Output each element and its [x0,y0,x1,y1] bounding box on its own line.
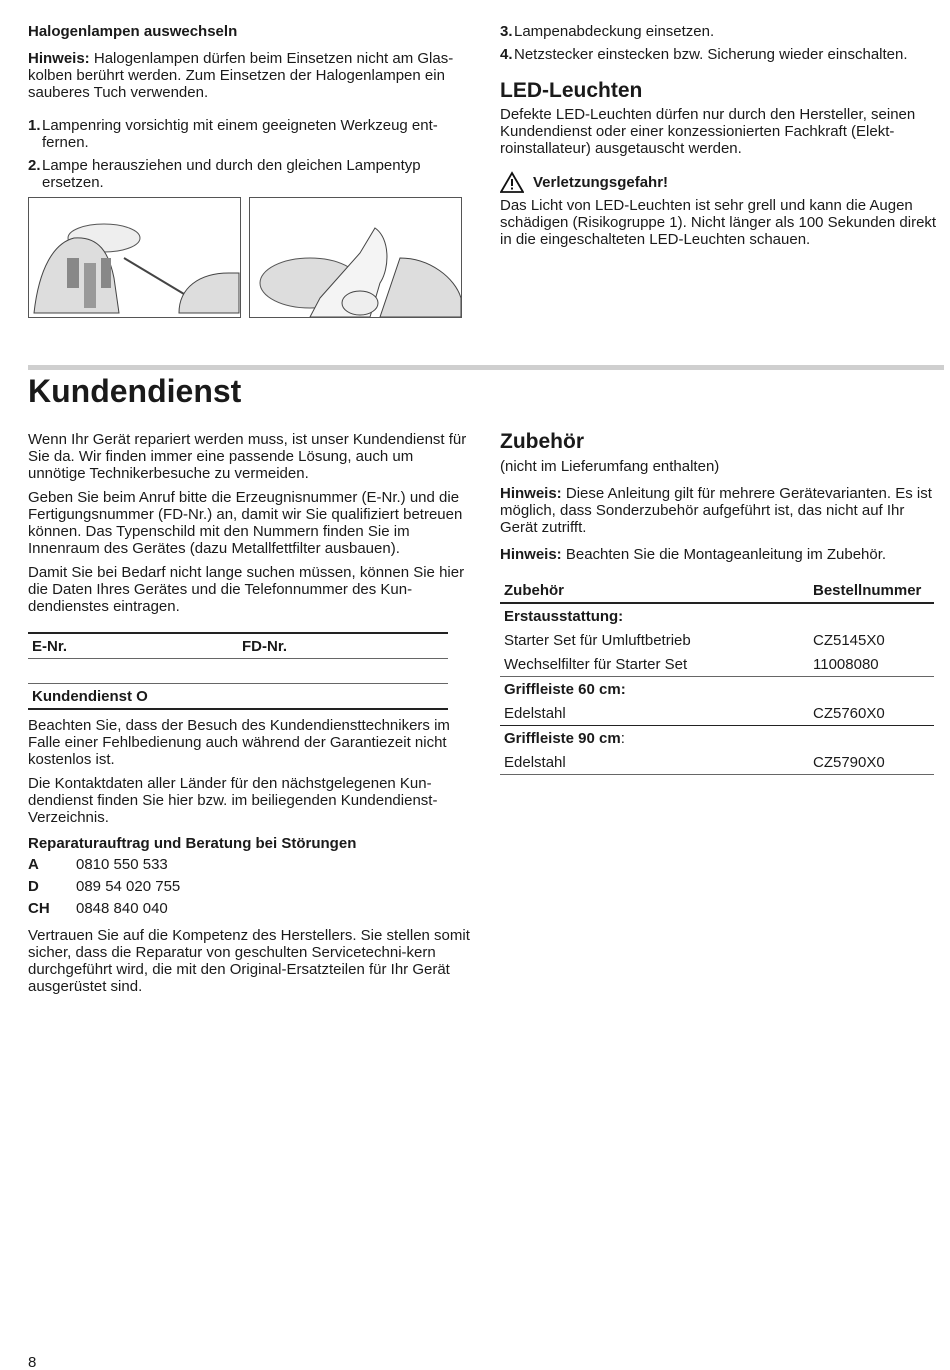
step-1 [28,117,473,151]
device-data-input-row[interactable] [28,659,448,684]
halogen-section [28,23,473,197]
group-colon: : [620,729,625,747]
device-data-form [28,632,448,710]
table-row [500,628,934,652]
warning [500,171,942,193]
section-divider [28,365,944,370]
repair-heading: Reparaturauftrag und Beratung bei Störungen [28,835,357,852]
item-name: Edelstahl [504,753,566,771]
step-number: 2. [28,157,41,174]
phone-row [28,856,473,873]
step-number: 4. [500,46,513,63]
step-2 [28,157,473,191]
zubehoer-subtitle: (nicht im Lieferumfang enthalten) [500,458,720,475]
kd-para-3: Damit Sie bei Bedarf nicht lange suchen müssen, können Sie hier die Daten Ihres Gerätes und die Telefonnummer des Kun-dendienstes eintragen. [28,564,465,615]
kd-para-6: Vertrauen Sie auf die Kompetenz des Herstellers. Sie stellen somit sicher, dass die Reparatur von geschulten Servicetechni-kern durchgeführt wird, die mit den Original-Ersatzteilen für Ihr Gerät ausgerüstet sind. [28,927,470,995]
warning-triangle-icon [500,171,524,193]
country-code: A [28,856,39,873]
step-4 [500,46,942,63]
item-name: Starter Set für Umluftbetrieb [504,631,691,649]
fd-nr-label: FD-Nr. [242,637,287,655]
table-row [500,652,934,677]
step-3 [500,23,942,40]
kundendienst-section [28,431,473,625]
table-header [500,578,934,603]
zubehoer-heading: Zubehör [500,430,584,453]
table-group-row [500,603,934,628]
phone-row [28,878,473,895]
led-heading: LED-Leuchten [500,79,643,102]
column-header: Bestellnummer [813,581,922,599]
hint-label: Hinweis: [500,546,562,563]
e-nr-label: E-Nr. [32,637,68,655]
table-group-row [500,726,934,751]
step-number: 1. [28,117,41,134]
illustration-remove-lamp-ring [28,197,241,318]
hint-text: Beachten Sie die Montageanleitung im Zubehör. [561,546,887,563]
kd-para-5: Die Kontaktdaten aller Länder für den nächstgelegenen Kun-dendienst finden Sie hier bzw. im beiliegenden Kundendienst-Verzeichnis. [28,775,438,826]
kundendienst-section-2 [28,717,473,1005]
column-header: Zubehör [504,581,564,599]
group-label: Erstausstattung: [504,607,624,625]
group-label: Griffleiste 60 cm: [504,680,626,698]
kd-para-4: Beachten Sie, dass der Besuch des Kundendiensttechnikers im Falle einer Fehlbedienung auch während der Garantiezeit nicht kostenlos ist. [28,717,450,768]
table-row [500,701,934,726]
halogen-heading: Halogenlampen auswechseln [28,23,238,40]
phone-number: 0848 840 040 [76,900,168,917]
order-number: CZ5760X0 [813,704,885,722]
halogen-hint [28,50,473,101]
kd-para-2: Geben Sie beim Anruf bitte die Erzeugnisnummer (E-Nr.) und die Fertigungsnummer (FD-Nr.) an, damit wir Sie qualifiziert betreuen können. Das Typenschild mit den Nummern finden Sie im Innenraum des Gerätes (dazu Metallfettfilter ausbauen). [28,489,463,557]
kd-para-1: Wenn Ihr Gerät repariert werden muss, ist unser Kundendienst für Sie da. Wir finden immer eine passende Lösung, auch um unnötige Technikerbesuche zu vermeiden. [28,431,467,482]
hint-text: Halogenlampen dürfen beim Einsetzen nicht am Glas-kolben berührt werden. Zum Einsetzen der Halogenlampen ein sauberes Tuch verwenden. [28,50,454,101]
step-text: Lampenabdeckung einsetzen. [514,23,715,40]
accessories-table [500,578,942,775]
step-text: Lampe herausziehen und durch den gleichen Lampentyp ersetzen. [42,157,421,191]
hand-cloth-illustration [250,198,461,317]
table-row [500,750,934,775]
zubehoer-hint-2 [500,546,942,563]
kundendienst-label: Kundendienst O [32,687,148,705]
led-section [500,79,942,258]
step-number: 3. [500,23,513,40]
hint-label: Hinweis: [500,485,562,502]
item-name: Edelstahl [504,704,566,722]
kundendienst-heading: Kundendienst [28,373,242,409]
phone-number: 0810 550 533 [76,856,168,873]
halogen-steps-continued [500,23,942,69]
order-number: 11008080 [813,655,879,673]
illustration-replace-lamp [249,197,462,318]
zubehoer-hint-1 [500,485,942,536]
hint-label: Hinweis: [28,50,90,67]
order-number: CZ5790X0 [813,753,885,771]
group-label: Griffleiste 90 cm [504,729,621,747]
step-text: Netzstecker einstecken bzw. Sicherung wieder einschalten. [514,46,908,63]
warning-text: Das Licht von LED-Leuchten ist sehr grell und kann die Augen schädigen (Risikogruppe 1). Nicht länger als 100 Sekunden direkt in die eingeschalteten LED-Leuchten schauen. [500,197,937,248]
country-code: CH [28,900,50,917]
page-number: 8 [28,1354,37,1370]
warning-label: Verletzungsgefahr! [533,173,669,191]
phone-number: 089 54 020 755 [76,878,181,895]
country-code: D [28,878,39,895]
hand-screwdriver-illustration [29,198,240,317]
phone-row [28,900,473,917]
item-name: Wechselfilter für Starter Set [504,655,688,673]
kundendienst-field[interactable] [28,684,448,710]
table-group-row [500,677,934,702]
hint-text: Diese Anleitung gilt für mehrere Gerätevarianten. Es ist möglich, dass Sonderzubehör aufgeführt ist, das nicht auf Ihr Gerät zutrifft. [500,485,932,536]
step-text: Lampenring vorsichtig mit einem geeigneten Werkzeug ent-fernen. [42,117,438,151]
order-number: CZ5145X0 [813,631,885,649]
zubehoer-section [500,430,942,573]
led-text: Defekte LED-Leuchten dürfen nur durch den Hersteller, seinen Kundendienst oder einer konzessionierten Fachkraft (Elekt-roinstallateur) ausgetauscht werden. [500,106,916,157]
